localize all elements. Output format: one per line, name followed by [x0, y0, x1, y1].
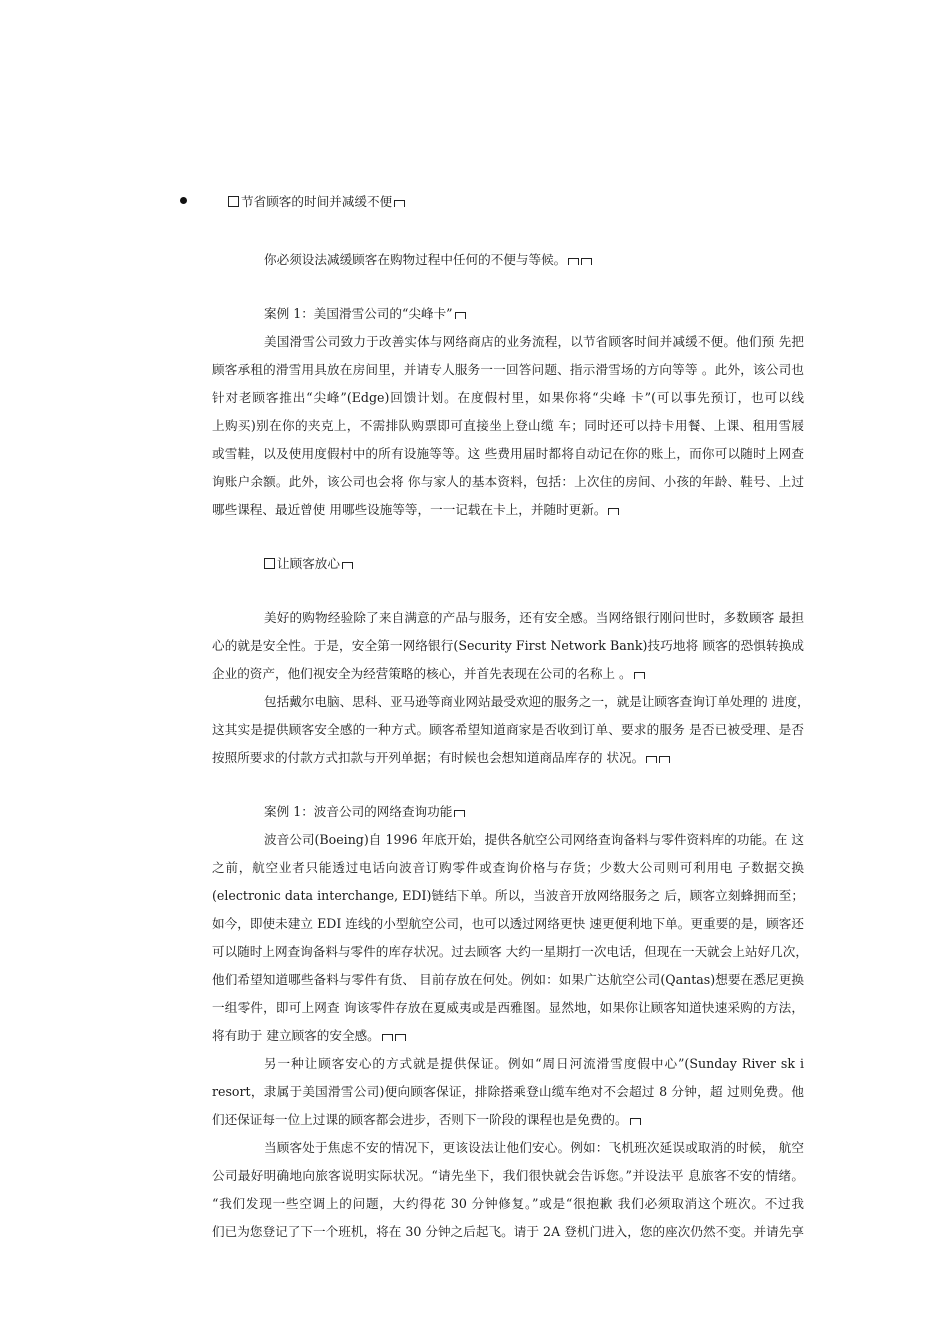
paragraph-line: “我们发现一些空调上的问题，大约得花 30 分钟修复。”或是“很抱歉 我们必须取消这个班次。不过我	[212, 1196, 804, 1211]
paragraph-line: 询账户余额。此外，该公司也会将 你与家人的基本资料，包括：上次住的房间、小孩的年龄、鞋号、上过	[212, 474, 804, 489]
paragraph-line: 如今，即使未建立 EDI 连线的小型航空公司，也可以透过网络更快 速更便利地下单。更重要的是，顾客还	[212, 916, 804, 931]
paragraph-line: 哪些课程、最近曾使 用哪些设施等等，一一记载在卡上，并随时更新。	[212, 502, 619, 518]
paragraph-line: 可以随时上网查询备料与零件的库存状况。过去顾客 大约一星期打一次电话，但现在一天就会上站好几次，	[212, 944, 808, 959]
paragraph-mark-icon	[454, 810, 465, 817]
paragraph-mark-icon	[630, 1118, 641, 1125]
case-title: 案例 1：美国滑雪公司的“尖峰卡”	[264, 306, 466, 322]
paragraph-line: 们还保证每一位上过课的顾客都会进步，否则下一阶段的课程也是免费的。	[212, 1112, 641, 1128]
paragraph-line: 美国滑雪公司致力于改善实体与网络商店的业务流程，以节省顾客时间并减缓不便。他们预 先把	[264, 334, 804, 349]
checkbox-glyph-icon	[264, 558, 275, 569]
paragraph-line: 包括戴尔电脑、思科、亚马逊等商业网站最受欢迎的服务之一，就是让顾客查询订单处理的 进度，	[264, 694, 810, 709]
paragraph-line: 顾客承租的滑雪用具放在房间里，并请专人服务一一回答问题、指示滑雪场的方向等等 。此外，该公司也	[212, 362, 804, 377]
paragraph-line: 另一种让顾客安心的方式就是提供保证。例如“周日河流滑雪度假中心”(Sunday River sk i	[264, 1056, 804, 1071]
paragraph-line: 心的就是安全性。于是，安全第一网络银行(Security First Network Bank)技巧地将 顾客的恐惧转换成	[212, 638, 804, 653]
paragraph-line: 他们希望知道哪些备料与零件有货、 目前存放在何处。例如：如果广达航空公司(Qantas)想要在悉尼更换	[212, 972, 804, 987]
paragraph-line: (electronic data interchange, EDI)链结下单。所以，当波音开放网络服务之 后，顾客立刻蜂拥而至；	[212, 888, 804, 903]
paragraph-line: 将有助于 建立顾客的安全感。	[212, 1028, 406, 1044]
section-intro: 你必须设法减缓顾客在购物过程中任何的不便与等候。	[264, 252, 592, 268]
paragraph-mark-icon	[455, 312, 466, 319]
section-heading-save-time: 节省顾客的时间并减缓不便	[228, 194, 405, 210]
bullet-icon	[180, 197, 187, 204]
paragraph-line: 之前，航空业者只能透过电话向波音订购零件或查询价格与存货；少数大公司则可利用电 子数据交换	[212, 860, 804, 875]
paragraph-mark-icon	[581, 258, 592, 265]
paragraph-mark-icon	[382, 1034, 393, 1041]
paragraph-mark-icon	[342, 562, 353, 569]
paragraph-line: 当顾客处于焦虑不安的情况下，更该设法让他们安心。例如：飞机班次延误或取消的时候， 航空	[264, 1140, 804, 1155]
paragraph-mark-icon	[634, 672, 645, 679]
checkbox-glyph-icon	[228, 196, 239, 207]
paragraph-mark-icon	[395, 1034, 406, 1041]
section-heading-reassure: 让顾客放心	[264, 556, 353, 572]
paragraph-line: 按照所要求的付款方式扣款与开列单据；有时候也会想知道商品库存的 状况。	[212, 750, 670, 766]
paragraph-mark-icon	[608, 508, 619, 515]
paragraph-line: 公司最好明确地向旅客说明实际状况。“请先坐下，我们很快就会告诉您。”并设法平 息旅客不安的情绪。	[212, 1168, 804, 1183]
paragraph-line: 针对老顾客推出“尖峰”(Edge)回馈计划。在度假村里，如果你将“尖峰 卡”(可以事先预订，也可以线	[212, 390, 804, 405]
paragraph-line: 这其实是提供顾客安全感的一种方式。顾客希望知道商家是否收到订单、要求的服务 是否已被受理、是否	[212, 722, 804, 737]
paragraph-mark-icon	[646, 756, 657, 763]
case-title: 案例 1：波音公司的网络查询功能	[264, 804, 465, 820]
paragraph-line: 波音公司(Boeing)自 1996 年底开始，提供各航空公司网络查询备料与零件资料库的功能。在 这	[264, 832, 804, 847]
paragraph-line: 上购买)别在你的夹克上，不需排队购票即可直接坐上登山缆 车；同时还可以持卡用餐、上课、租用雪屐	[212, 418, 804, 433]
paragraph-line: 或雪鞋，以及使用度假村中的所有设施等等。这 些费用届时都将自动记在你的账上，而你可以随时上网查	[212, 446, 804, 461]
paragraph-mark-icon	[568, 258, 579, 265]
paragraph-line: 一组零件，即可上网查 询该零件存放在夏威夷或是西雅图。显然地，如果你让顾客知道快速采购的方法，	[212, 1000, 804, 1015]
paragraph-line: 们已为您登记了下一个班机，将在 30 分钟之后起飞。请于 2A 登机门进入，您的座次仍然不变。并请先享	[212, 1224, 804, 1239]
paragraph-mark-icon	[659, 756, 670, 763]
paragraph-line: 企业的资产，他们视安全为经营策略的核心，并首先表现在公司的名称上 。	[212, 666, 645, 682]
paragraph-line: 美好的购物经验除了来自满意的产品与服务，还有安全感。当网络银行刚问世时，多数顾客 最担	[264, 610, 804, 625]
paragraph-mark-icon	[394, 200, 405, 207]
paragraph-line: resort，隶属于美国滑雪公司)便向顾客保证，排除搭乘登山缆车绝对不会超过 8 分钟，超 过则免费。他	[212, 1084, 804, 1099]
